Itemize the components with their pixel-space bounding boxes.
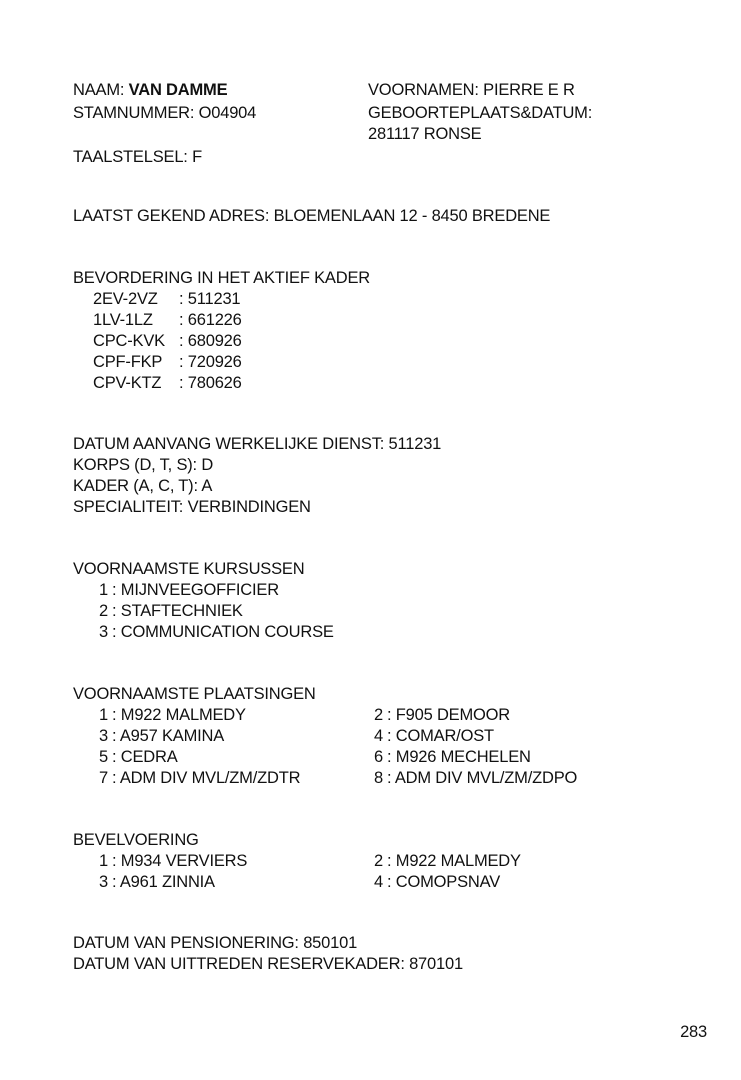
plaatsing-item (86, 768, 300, 789)
item-number: 1 (99, 706, 108, 724)
item-number: 4 (374, 727, 383, 745)
kader-line: KADER (A, C, T): A (73, 477, 213, 495)
item-text: : ADM DIV MVL/ZM/ZDTR (112, 769, 301, 787)
plaatsing-item (361, 747, 531, 768)
voornamen-line: VOORNAMEN: PIERRE E R (368, 81, 575, 99)
bevordering-row (93, 310, 242, 331)
bevelvoering-item (86, 872, 215, 893)
item-text: : CEDRA (112, 748, 178, 766)
item-text: : MIJNVEEGOFFICIER (112, 581, 279, 599)
item-text: : M922 MALMEDY (112, 706, 246, 724)
kursus-item (86, 601, 243, 622)
item-number: 2 (99, 602, 108, 620)
bevordering-row (93, 331, 242, 352)
item-text: : A961 ZINNIA (112, 873, 215, 891)
bevelvoering-title: BEVELVOERING (73, 831, 199, 849)
item-number: 1 (99, 581, 108, 599)
bevelvoering-item (361, 851, 521, 872)
item-number: 3 (99, 623, 108, 641)
plaatsingen-title: VOORNAAMSTE PLAATSINGEN (73, 685, 316, 703)
rank-code: 2EV-2VZ (93, 290, 158, 308)
naam-value: VAN DAMME (128, 81, 228, 99)
plaatsing-item (86, 747, 178, 768)
rank-date: : 661226 (179, 311, 242, 329)
bevordering-title: BEVORDERING IN HET AKTIEF KADER (73, 269, 370, 287)
kursus-item (86, 622, 334, 643)
item-number: 1 (99, 852, 108, 870)
page-number: 283 (680, 1023, 707, 1041)
item-text: : COMAR/OST (387, 727, 494, 745)
naam-line (73, 80, 227, 101)
item-text: : STAFTECHNIEK (112, 602, 243, 620)
bevelvoering-item (361, 872, 500, 893)
bevordering-row (93, 289, 240, 310)
bevelvoering-item (86, 851, 247, 872)
geboorteplaats-label: GEBOORTEPLAATS&DATUM: (368, 104, 593, 122)
item-text: : M926 MECHELEN (387, 748, 531, 766)
plaatsing-item (86, 705, 246, 726)
rank-date: : 511231 (179, 290, 241, 308)
korps-line: KORPS (D, T, S): D (73, 456, 214, 474)
item-text: : A957 KAMINA (112, 727, 225, 745)
item-number: 2 (374, 852, 383, 870)
item-number: 2 (374, 706, 383, 724)
item-number: 5 (99, 748, 108, 766)
uittreden-line: DATUM VAN UITTREDEN RESERVEKADER: 870101 (73, 955, 463, 973)
naam-label: NAAM: (73, 81, 125, 99)
item-text: : ADM DIV MVL/ZM/ZDPO (387, 769, 578, 787)
item-text: : COMMUNICATION COURSE (112, 623, 334, 641)
bevordering-row (93, 352, 242, 373)
item-number: 7 (99, 769, 108, 787)
item-number: 3 (99, 873, 108, 891)
bevordering-row (93, 373, 242, 394)
item-text: : F905 DEMOOR (387, 706, 511, 724)
pensionering-line: DATUM VAN PENSIONERING: 850101 (73, 934, 358, 952)
stamnummer-line: STAMNUMMER: O04904 (73, 104, 257, 122)
plaatsing-item (361, 768, 577, 789)
item-text: : M922 MALMEDY (387, 852, 521, 870)
plaatsing-item (361, 705, 510, 726)
item-number: 8 (374, 769, 383, 787)
kursussen-title: VOORNAAMSTE KURSUSSEN (73, 560, 305, 578)
aanvang-dienst-line: DATUM AANVANG WERKELIJKE DIENST: 511231 (73, 435, 442, 453)
item-text: : M934 VERVIERS (112, 852, 248, 870)
kursus-item (86, 580, 279, 601)
adres-line: LAATST GEKEND ADRES: BLOEMENLAAN 12 - 8450 BREDENE (73, 207, 551, 225)
item-text: : COMOPSNAV (387, 873, 501, 891)
taalstelsel-line: TAALSTELSEL: F (73, 148, 202, 166)
rank-date: : 680926 (179, 332, 242, 350)
plaatsing-item (86, 726, 224, 747)
specialiteit-line: SPECIALITEIT: VERBINDINGEN (73, 498, 311, 516)
rank-code: CPV-KTZ (93, 374, 162, 392)
geboorteplaats-value: 281117 RONSE (368, 125, 482, 143)
item-number: 6 (374, 748, 383, 766)
rank-date: : 780626 (179, 374, 242, 392)
rank-code: 1LV-1LZ (93, 311, 153, 329)
rank-code: CPF-FKP (93, 353, 163, 371)
item-number: 4 (374, 873, 383, 891)
plaatsing-item (361, 726, 494, 747)
item-number: 3 (99, 727, 108, 745)
rank-code: CPC-KVK (93, 332, 165, 350)
rank-date: : 720926 (179, 353, 242, 371)
